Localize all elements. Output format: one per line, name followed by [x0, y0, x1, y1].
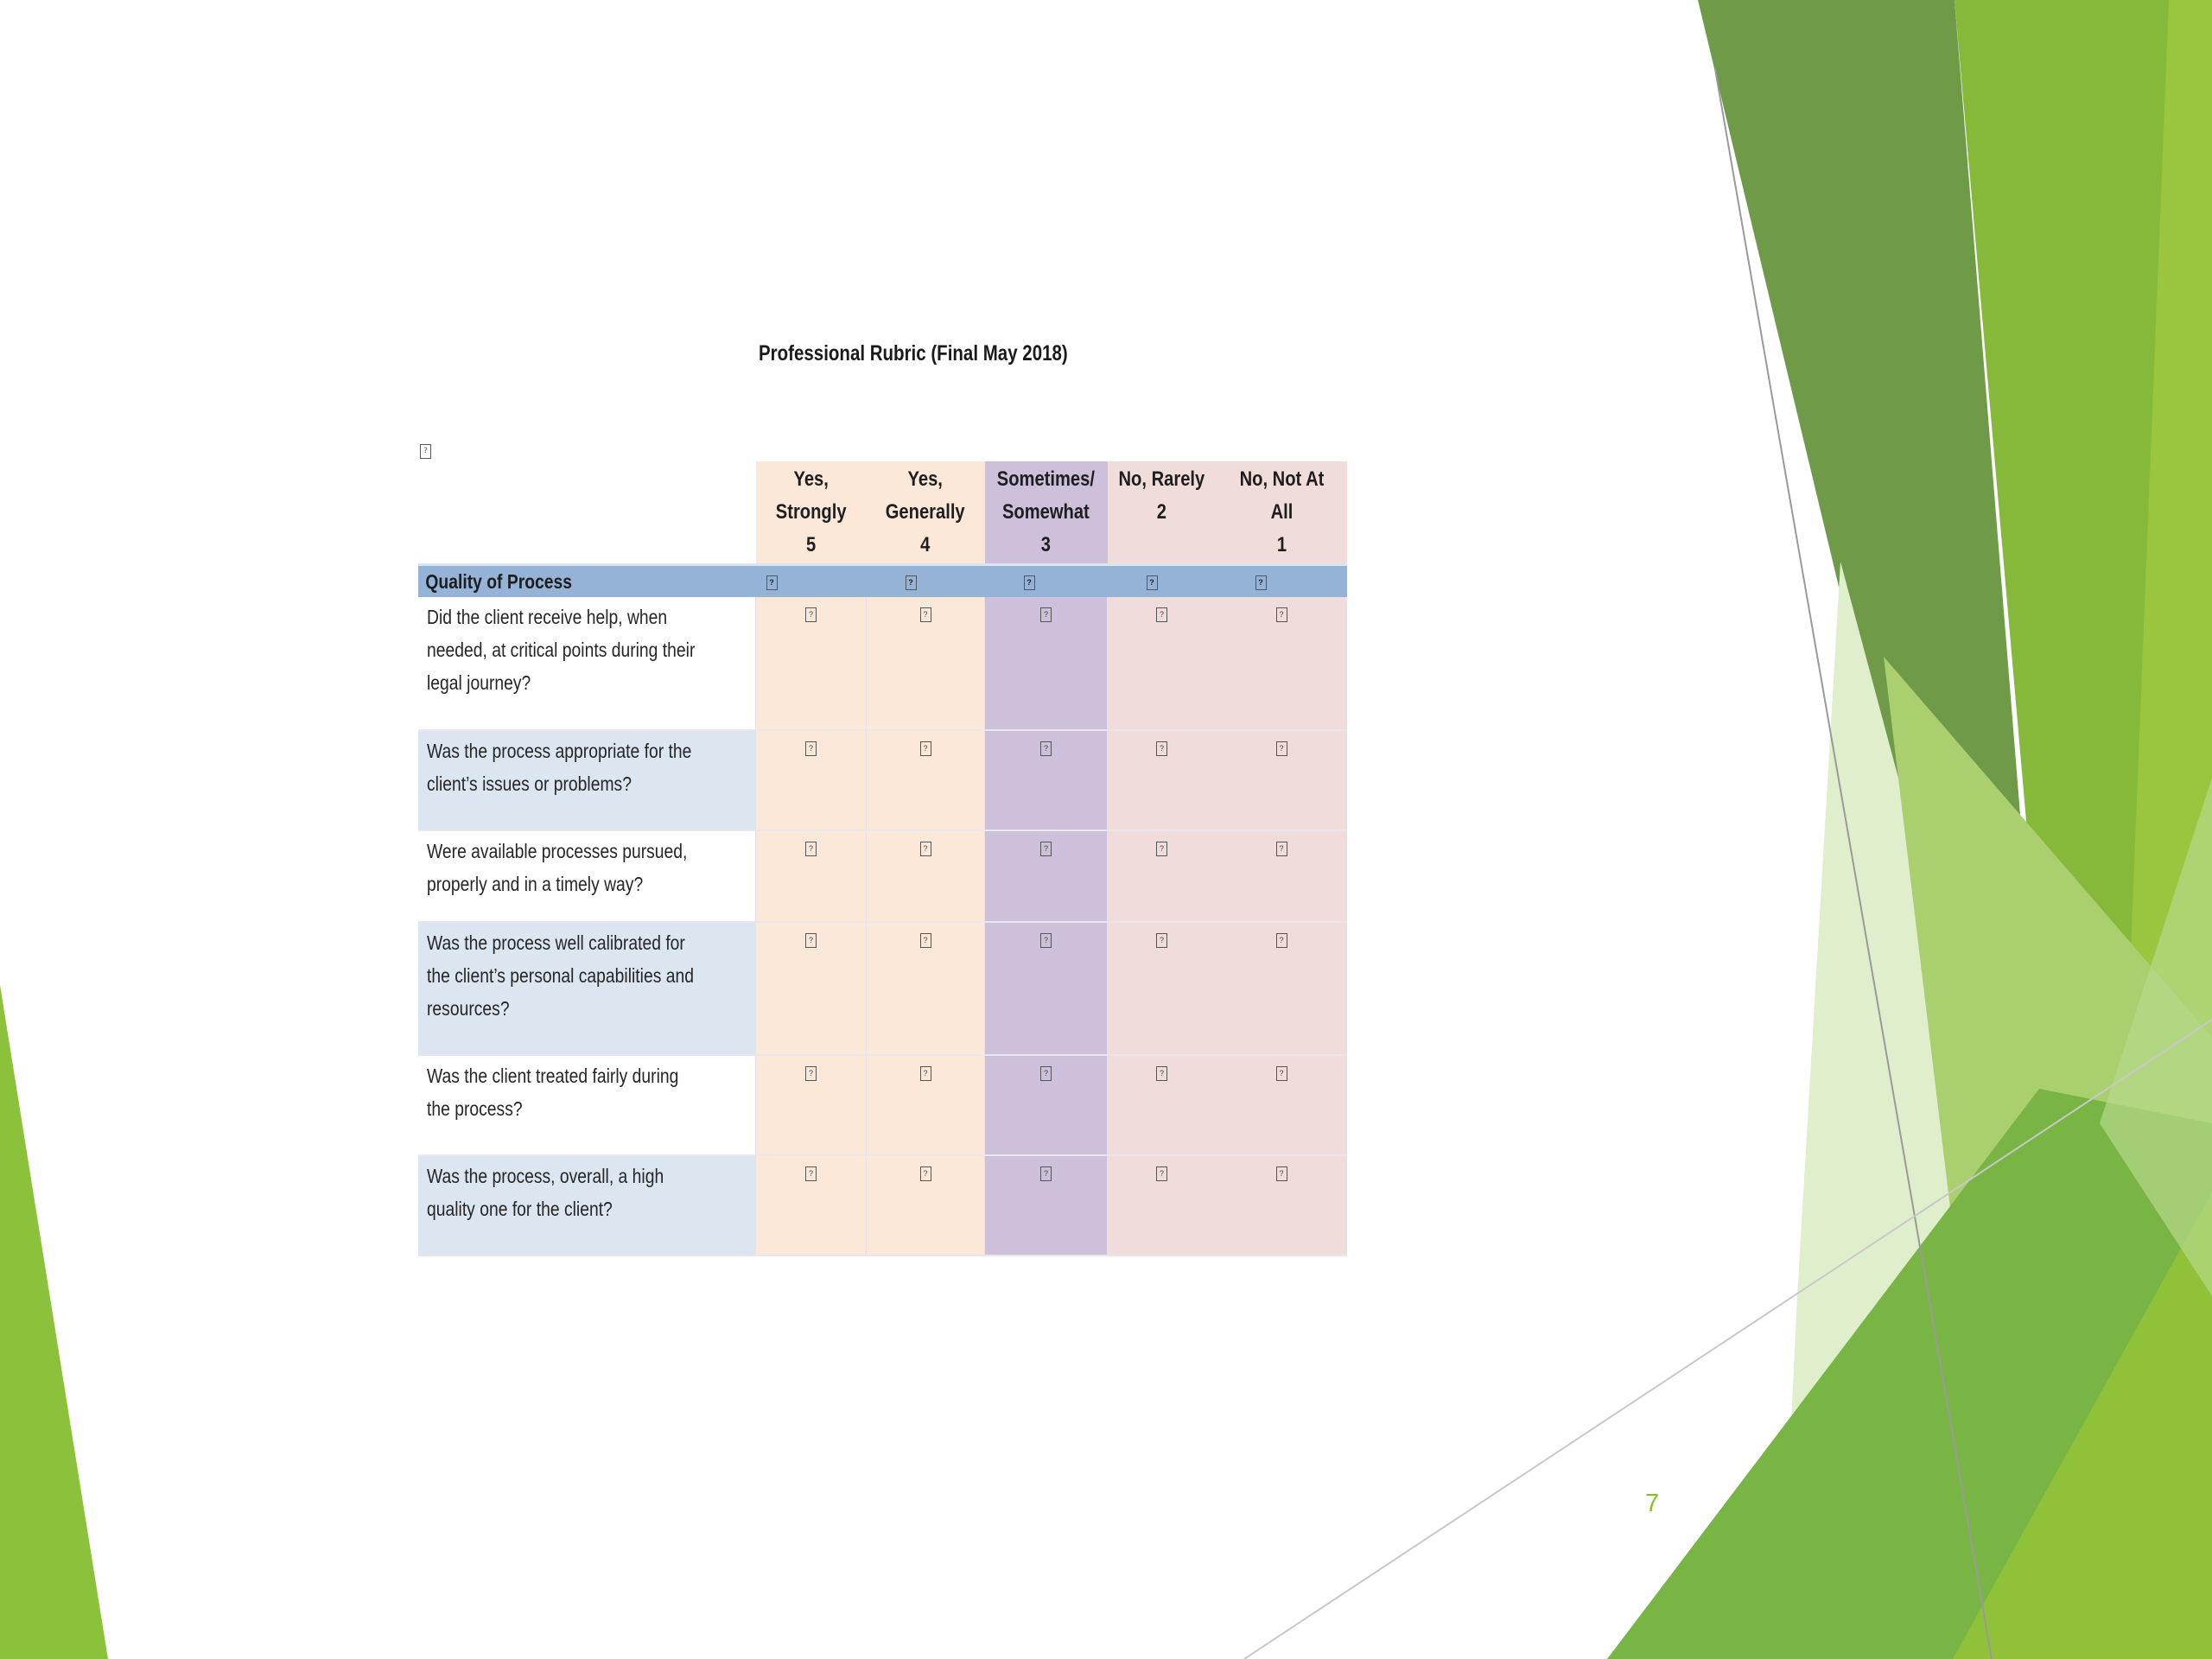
- table-row: [418, 922, 1347, 1055]
- rating-cell-3[interactable]: ?: [985, 830, 1108, 922]
- rating-cell-5[interactable]: ?: [756, 597, 867, 730]
- rating-cell-4[interactable]: ?: [867, 830, 985, 922]
- rating-cell-5[interactable]: ?: [756, 1055, 867, 1155]
- section-marker: ?: [985, 565, 1108, 598]
- rating-cell-1[interactable]: ?: [1217, 1155, 1347, 1255]
- table-row: [418, 730, 1347, 830]
- section-marker: ?: [1108, 565, 1217, 598]
- rating-cell-3[interactable]: ?: [985, 1055, 1108, 1155]
- rating-cell-3[interactable]: ?: [985, 730, 1108, 830]
- question-text: Was the client treated fairly during the process?: [418, 1055, 756, 1155]
- section-label: Quality of Process: [418, 565, 756, 598]
- header-yes-strongly: Yes, Strongly 5: [756, 461, 867, 565]
- rating-cell-5[interactable]: ?: [756, 730, 867, 830]
- header-corner: [418, 461, 756, 565]
- table-row: [418, 1155, 1347, 1255]
- question-text: Was the process, overall, a high quality one for the client?: [418, 1155, 756, 1255]
- header-no-not-at-all: No, Not At All 1: [1217, 461, 1347, 565]
- question-text: Were available processes pursued, properly and in a timely way?: [418, 830, 756, 922]
- rating-cell-4[interactable]: ?: [867, 1155, 985, 1255]
- rating-cell-2[interactable]: ?: [1108, 830, 1217, 922]
- deco-shape-left: [0, 985, 108, 1659]
- section-row-quality-of-process: [418, 565, 1347, 598]
- rating-cell-2[interactable]: ?: [1108, 730, 1217, 830]
- header-yes-generally: Yes, Generally 4: [867, 461, 985, 565]
- rating-cell-1[interactable]: ?: [1217, 597, 1347, 730]
- rating-cell-3[interactable]: ?: [985, 922, 1108, 1055]
- rating-cell-4[interactable]: ?: [867, 730, 985, 830]
- slide-page-number: 7: [1645, 1490, 1660, 1517]
- rating-cell-2[interactable]: ?: [1108, 1155, 1217, 1255]
- slide-title: Professional Rubric (Final May 2018): [759, 341, 1068, 365]
- section-marker: ?: [756, 565, 867, 598]
- rating-cell-4[interactable]: ?: [867, 922, 985, 1055]
- rating-cell-2[interactable]: ?: [1108, 597, 1217, 730]
- question-text: Was the process appropriate for the client’s issues or problems?: [418, 730, 756, 830]
- rating-cell-2[interactable]: ?: [1108, 1055, 1217, 1155]
- rating-cell-5[interactable]: ?: [756, 1155, 867, 1255]
- rating-cell-3[interactable]: ?: [985, 1155, 1108, 1255]
- rating-cell-1[interactable]: ?: [1217, 922, 1347, 1055]
- rubric-table: [418, 461, 1347, 1256]
- rating-cell-5[interactable]: ?: [756, 922, 867, 1055]
- section-marker: ?: [1217, 565, 1347, 598]
- rating-cell-3[interactable]: ?: [985, 597, 1108, 730]
- question-text: Did the client receive help, when needed, at critical points during their legal journey?: [418, 597, 756, 730]
- table-row: [418, 597, 1347, 730]
- header-no-rarely: No, Rarely 2: [1108, 461, 1217, 565]
- rating-cell-1[interactable]: ?: [1217, 1055, 1347, 1155]
- rating-cell-5[interactable]: ?: [756, 830, 867, 922]
- rating-cell-4[interactable]: ?: [867, 1055, 985, 1155]
- section-marker: ?: [867, 565, 985, 598]
- question-text: Was the process well calibrated for the client’s personal capabilities and resources?: [418, 922, 756, 1055]
- rating-cell-4[interactable]: ?: [867, 597, 985, 730]
- rubric-header-row: [418, 461, 1347, 565]
- header-sometimes-somewhat: Sometimes/ Somewhat 3: [985, 461, 1108, 565]
- rating-cell-1[interactable]: ?: [1217, 730, 1347, 830]
- rating-cell-2[interactable]: ?: [1108, 922, 1217, 1055]
- rating-cell-1[interactable]: ?: [1217, 830, 1347, 922]
- table-row: [418, 830, 1347, 922]
- stray-glyph: ?: [420, 436, 431, 459]
- table-row: [418, 1055, 1347, 1155]
